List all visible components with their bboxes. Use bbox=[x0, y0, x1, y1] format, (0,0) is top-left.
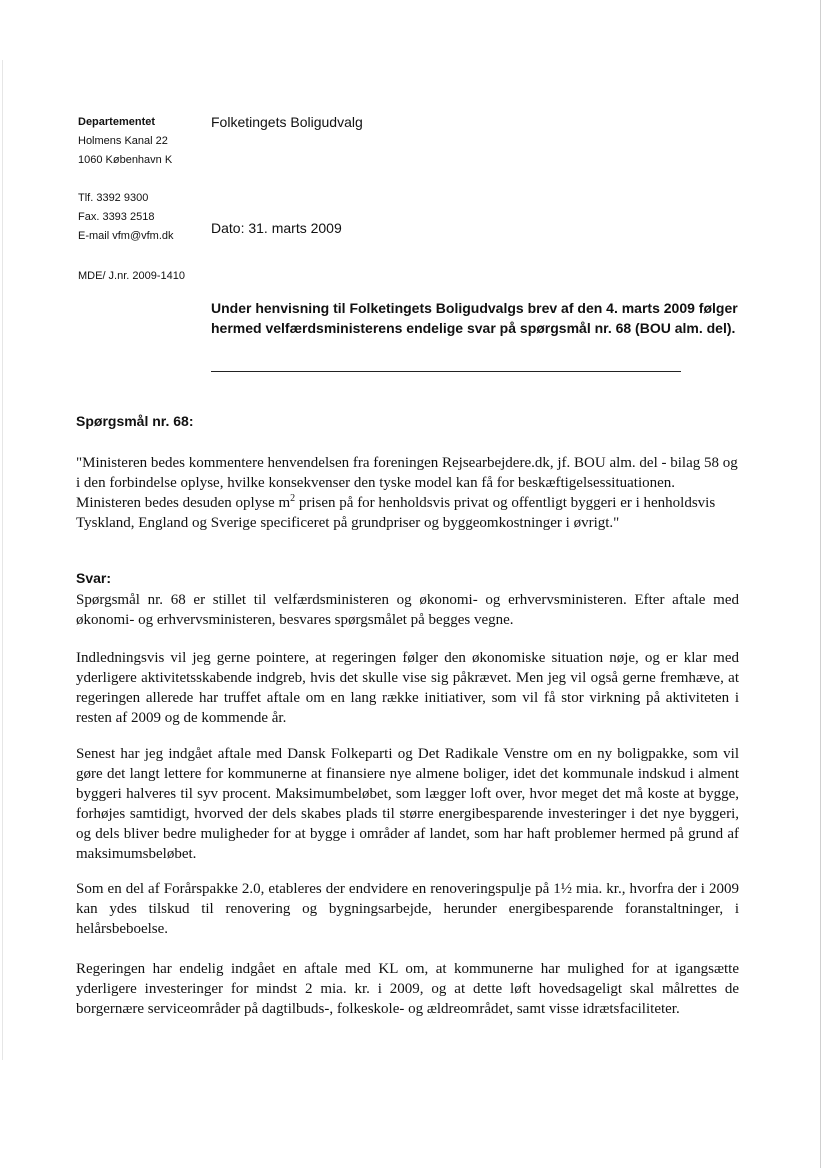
answer-paragraph-3: Senest har jeg indgået aftale med Dansk Folkeparti og Det Radikale Venstre om en ny boligpakke, som vil gøre det langt lettere for kommunerne at finansiere nye almene boliger, idet det kommunale indskud i alment byggeri halveres til syv procent. Maksimumbeløbet, som lægger loft over, hvor meget det må koste at bygge, forhøjes samtidigt, hvorved der dels skabes plads til større energibesparende investeringer i det nye byggeri, og dels bliver bedre muligheder for at bygge i områder af landet, som har haft problemer hermed på grund af maksimumsbeløbet. bbox=[76, 746, 739, 862]
sender-block bbox=[78, 113, 172, 170]
sender-email: E-mail vfm@vfm.dk bbox=[78, 230, 174, 242]
question-text bbox=[76, 453, 739, 533]
letter-date: Dato: 31. marts 2009 bbox=[211, 220, 342, 236]
sender-phone: Tlf. 3392 9300 bbox=[78, 192, 149, 204]
answer-paragraph-4: Som en del af Forårspakke 2.0, etableres der endvidere en renoveringspulje på 1½ mia. kr., hvorfra der i 2009 kan ydes tilskud til renovering og bygningsarbejde, herunder energibesparende foranstaltninger, i helårsbeboelse. bbox=[76, 881, 739, 937]
question-text-part-1: "Ministeren bedes kommentere henvendelsen fra foreningen Rejsearbejdere.dk, jf. BOU alm. del - bilag 58 og i den forbindelse oplyse, hvilke konsekvenser den tyske model kan få for beskæftigelsessituationen. Ministeren bedes desuden oplyse m bbox=[76, 455, 738, 511]
question-superscript: 2 bbox=[290, 493, 296, 504]
answer-paragraph-1: Spørgsmål nr. 68 er stillet til velfærdsministeren og økonomi- og erhvervsministeren. Efter aftale med økonomi- og erhvervsministeren, besvares spørgsmålet på begges vegne. bbox=[76, 592, 739, 628]
question-text-part-2: prisen på for henholdsvis privat og offentligt byggeri er i henholdsvis Tyskland, England og Sverige specificeret på grundpriser og byggeomkostninger i øvrigt." bbox=[76, 495, 716, 531]
scan-left-line bbox=[2, 60, 3, 1060]
sender-name: Departementet bbox=[78, 116, 156, 128]
answer-heading: Svar: bbox=[76, 570, 112, 586]
sender-fax: Fax. 3393 2518 bbox=[78, 211, 155, 223]
question-heading: Spørgsmål nr. 68: bbox=[76, 413, 194, 429]
sender-contact-block bbox=[78, 189, 174, 246]
journal-number: MDE/ J.nr. 2009-1410 bbox=[78, 270, 186, 282]
answer-paragraph-2: Indledningsvis vil jeg gerne pointere, at regeringen følger den økonomiske situation nøje, og er klar med yderligere aktivitetsskabende indgreb, hvis det skulle vise sig påkrævet. Men jeg vil også gerne fremhæve, at regeringen allerede har truffet aftale om en lang række initiativer, som vil få stor virkning på aktiviteten i resten af 2009 og de kommende år. bbox=[76, 650, 739, 726]
sender-address-line-1: Holmens Kanal 22 bbox=[78, 135, 168, 147]
recipient: Folketingets Boligudvalg bbox=[211, 114, 363, 130]
intro-text: Under henvisning til Folketingets Boligudvalgs brev af den 4. marts 2009 følger hermed velfærdsministerens endelige svar på spørgsmål nr. 68 (BOU alm. del). bbox=[211, 300, 738, 336]
answer-paragraph-5: Regeringen har endelig indgået en aftale med KL om, at kommunerne har mulighed for at igangsætte yderligere investeringer for mindst 2 mia. kr. i 2009, og at dette løft hovedsageligt skal målrettes de borgernære serviceområder på dagtilbuds-, folkeskole- og ældreområdet, samt visse idrætsfaciliteter. bbox=[76, 961, 739, 1017]
divider-rule bbox=[211, 371, 681, 372]
sender-address-line-2: 1060 København K bbox=[78, 154, 173, 166]
scan-edge-line bbox=[820, 0, 821, 1168]
